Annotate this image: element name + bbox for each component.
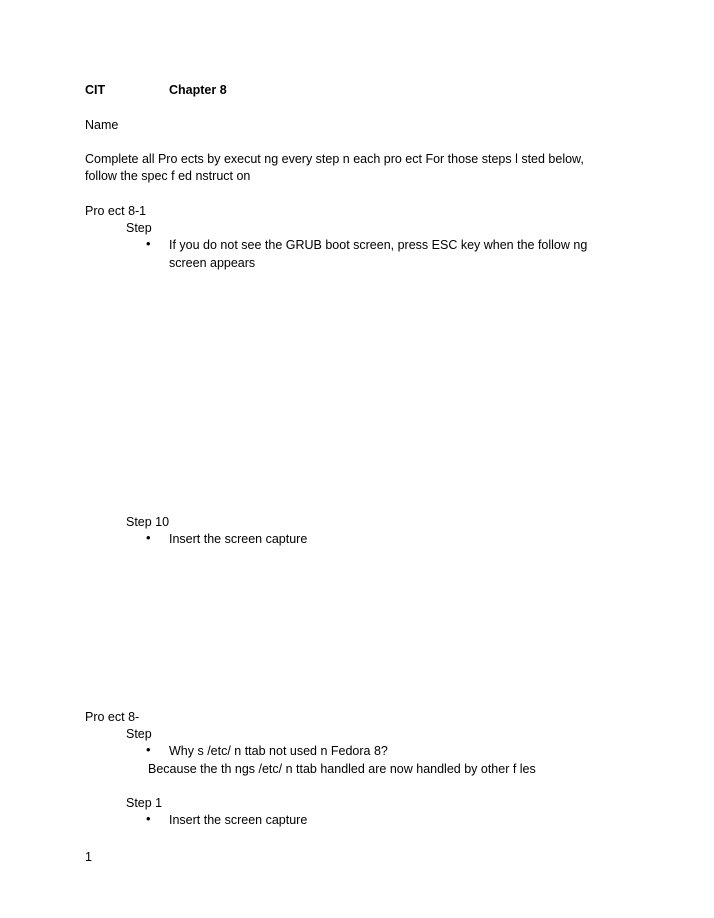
bullet-icon: • — [146, 236, 151, 251]
chapter-title: Chapter 8 — [169, 83, 227, 97]
project-2-step-1-label: Step 1 — [126, 796, 163, 810]
bullet-icon: • — [146, 811, 151, 826]
project-2-step-label: Step — [126, 727, 152, 741]
project-1-step-10-label: Step 10 — [126, 515, 170, 529]
project-2-step-1-bullet: Insert the screen capture — [169, 813, 308, 827]
name-label: Name — [85, 118, 119, 132]
project-1-step-bullet-line-1: If you do not see the GRUB boot screen, press ESC key when the follow ng — [169, 238, 588, 252]
project-1-step-bullet-line-2: screen appears — [169, 256, 256, 270]
bullet-icon: • — [146, 530, 151, 545]
course-label: CIT — [85, 83, 106, 97]
project-1-step-10-bullet: Insert the screen capture — [169, 532, 308, 546]
project-2-step-answer: Because the th ngs /etc/ n ttab handled are now handled by other f les — [148, 762, 536, 776]
project-2-title: Pro ect 8- — [85, 710, 140, 724]
instructions-line-2: follow the spec f ed nstruct on — [85, 169, 251, 183]
project-2-step-question: Why s /etc/ n ttab not used n Fedora 8? — [169, 744, 388, 758]
bullet-icon: • — [146, 742, 151, 757]
page-number: 1 — [85, 850, 92, 864]
project-1-step-label: Step — [126, 221, 152, 235]
project-1-title: Pro ect 8-1 — [85, 204, 147, 218]
instructions-line-1: Complete all Pro ects by execut ng every step n each pro ect For those steps l sted below, — [85, 152, 584, 166]
